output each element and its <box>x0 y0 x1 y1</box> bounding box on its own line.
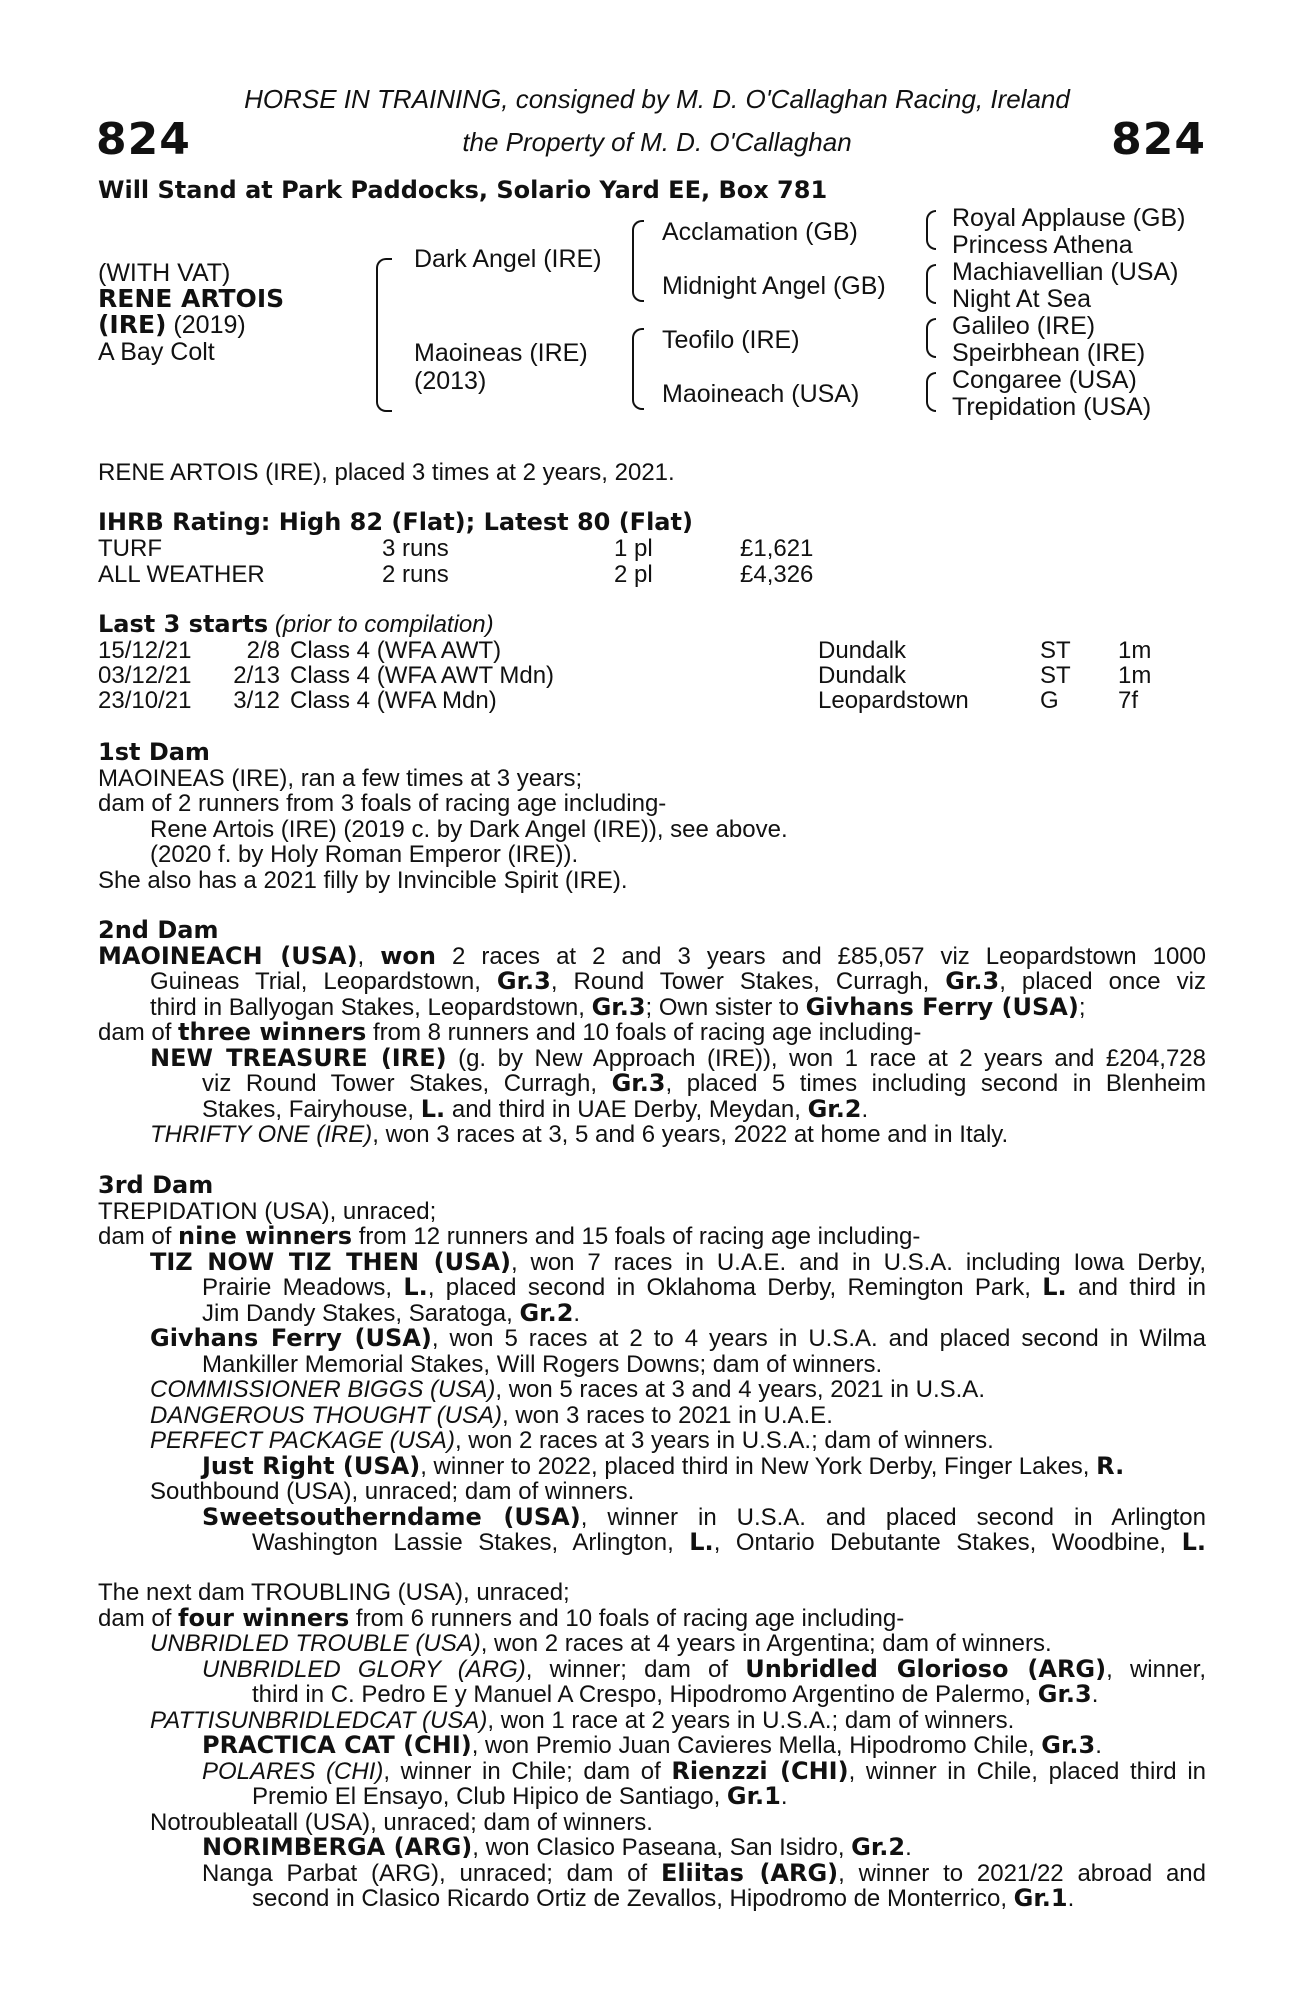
sire-dam: Midnight Angel (GB) <box>662 272 886 300</box>
next-dam-line: UNBRIDLED TROUBLE (USA), won 2 races at 4 years in Argentina; dam of winners. <box>150 1630 1052 1657</box>
start-1-date: 15/12/21 <box>98 637 192 664</box>
dam2-line: NEW TREASURE (IRE) (g. by New Approach (IRE)), won 1 race at 2 years and £204,728 <box>150 1043 1207 1072</box>
pedigree-brace-main <box>376 258 392 412</box>
section-title: 3rd Dam <box>98 1171 214 1199</box>
start-2-date: 03/12/21 <box>98 662 192 689</box>
next-dam-line: POLARES (CHI), winner in Chile; dam of Rienzzi (CHI), winner in Chile, placed third in <box>202 1756 1206 1785</box>
dam1-line: Rene Artois (IRE) (2019 c. by Dark Angel (IRE)), see above. <box>150 815 788 843</box>
dam3-line: PERFECT PACKAGE (USA), won 2 races at 3 years in U.S.A.; dam of winners. <box>150 1427 994 1454</box>
next-dam-line: third in C. Pedro E y Manuel A Crespo, Hipodromo Argentino de Palermo, Gr.3. <box>252 1680 1099 1708</box>
dam2-line: Guineas Trial, Leopardstown, Gr.3, Round Tower Stakes, Curragh, Gr.3, placed once viz <box>150 967 1206 995</box>
dam3-line: Sweetsoutherndame (USA), winner in U.S.A. and placed second in Arlington <box>202 1502 1206 1531</box>
dam2-line: THRIFTY ONE (IRE), won 3 races at 3, 5 and 6 years, 2022 at home and in Italy. <box>150 1121 1009 1148</box>
dam3-line: Jim Dandy Stakes, Saratoga, Gr.2. <box>202 1298 581 1327</box>
dam3-line: Southbound (USA), unraced; dam of winners. <box>150 1478 635 1505</box>
dam2-line: dam of three winners from 8 runners and 10 foals of racing age including- <box>98 1018 922 1046</box>
next-dam-line: Premio El Ensayo, Club Hipico de Santiago, Gr.1. <box>252 1782 788 1810</box>
pedigree-brace-dd <box>926 372 936 412</box>
start-3-date: 23/10/21 <box>98 687 192 714</box>
third-dam-section <box>98 1173 1206 1556</box>
ds-sire: Galileo (IRE) <box>952 312 1096 340</box>
sire-sire: Acclamation (GB) <box>662 218 858 246</box>
ss-sire: Royal Applause (GB) <box>952 204 1186 232</box>
pedigree-brace-ds <box>926 318 936 358</box>
horse-description: A Bay Colt <box>98 338 215 366</box>
dam3-line: TIZ NOW TIZ THEN (USA), won 7 races in U.A.E. and in U.S.A. including Iowa Derby, <box>150 1247 1206 1276</box>
dam2-line: viz Round Tower Stakes, Curragh, Gr.3, placed 5 times including second in Blenheim <box>202 1069 1206 1097</box>
start-2-going: ST <box>1040 662 1071 689</box>
start-2-pos: 2/13 <box>233 662 280 689</box>
next-dam-line: UNBRIDLED GLORY (ARG), winner; dam of Unbridled Glorioso (ARG), winner, <box>202 1654 1206 1683</box>
rating-aw-runs: 2 runs <box>382 561 449 588</box>
rating-title: IHRB Rating: High 82 (Flat); Latest 80 (Flat) <box>98 508 693 536</box>
dam: Maoineas (IRE) <box>414 339 588 367</box>
sire: Dark Angel (IRE) <box>414 245 602 273</box>
horse-name: RENE ARTOIS <box>98 284 285 313</box>
property-line: the Property of M. D. O'Callaghan <box>462 127 852 157</box>
dam1-line: dam of 2 runners from 3 foals of racing age including- <box>98 790 667 817</box>
dam3-line: TREPIDATION (USA), unraced; <box>98 1197 437 1225</box>
start-3-dist: 7f <box>1118 687 1139 714</box>
start-3-course: Leopardstown <box>818 687 969 714</box>
vat-label: (WITH VAT) <box>98 259 231 287</box>
lot-number-left: 824 <box>96 114 191 165</box>
lot-number-right: 824 <box>1111 114 1206 165</box>
pedigree-brace-sire <box>632 220 644 302</box>
dam2-line: Stakes, Fairyhouse, L. and third in UAE Derby, Meydan, Gr.2. <box>202 1094 869 1123</box>
next-dam-line: Notroubleatall (USA), unraced; dam of winners. <box>150 1808 653 1836</box>
starts-title: Last 3 starts (prior to compilation) <box>98 610 494 638</box>
stand-location: Will Stand at Park Paddocks, Solario Yard EE, Box 781 <box>98 176 828 204</box>
next-dam-section <box>98 1580 1206 1912</box>
horse-name-suffix: (IRE) (2019) <box>98 310 246 339</box>
pedigree-brace-dam <box>632 328 644 410</box>
start-2-race: Class 4 (WFA AWT Mdn) <box>290 662 555 689</box>
section-title: 1st Dam <box>98 738 210 766</box>
rating-turf-surface: TURF <box>98 535 162 562</box>
pedigree-brace-ss <box>926 210 936 250</box>
start-1-dist: 1m <box>1118 637 1152 664</box>
dd-dam: Trepidation (USA) <box>952 393 1152 421</box>
rating-aw-placed: 2 pl <box>614 561 653 588</box>
pedigree-brace-sd <box>926 264 936 304</box>
next-dam-line: PRACTICA CAT (CHI), won Premio Juan Cavieres Mella, Hipodromo Chile, Gr.3. <box>202 1731 1102 1759</box>
rating-turf-placed: 1 pl <box>614 535 653 562</box>
second-dam-section <box>98 918 1206 1148</box>
dam3-line: Washington Lassie Stakes, Arlington, L., Ontario Debutante Stakes, Woodbine, L. <box>252 1528 1206 1556</box>
dam3-line: COMMISSIONER BIGGS (USA), won 5 races at 3 and 4 years, 2021 in U.S.A. <box>150 1376 985 1403</box>
section-title: 2nd Dam <box>98 916 219 944</box>
race-summary: RENE ARTOIS (IRE), placed 3 times at 2 years, 2021. <box>98 459 675 486</box>
ss-dam: Princess Athena <box>952 231 1133 259</box>
dam2-line: MAOINEACH (USA), won 2 races at 2 and 3 years and £85,057 viz Leopardstown 1000 <box>98 941 1206 970</box>
next-dam-line: dam of four winners from 6 runners and 10 foals of racing age including- <box>98 1603 905 1632</box>
dam-year: (2013) <box>414 367 487 395</box>
dam3-line: Givhans Ferry (USA), won 5 races at 2 to 4 years in U.S.A. and placed second in Wilma <box>150 1324 1207 1352</box>
dam2-line: third in Ballyogan Stakes, Leopardstown, Gr.3; Own sister to Givhans Ferry (USA); <box>150 992 1086 1021</box>
first-dam-section <box>98 740 1206 893</box>
dam3-line: Just Right (USA), winner to 2022, placed third in New York Derby, Finger Lakes, R. <box>202 1451 1125 1480</box>
dam1-line: (2020 f. by Holy Roman Emperor (IRE)). <box>150 841 579 868</box>
start-3-race: Class 4 (WFA Mdn) <box>290 687 497 714</box>
consignor-line: HORSE IN TRAINING, consigned by M. D. O'Callaghan Racing, Ireland <box>244 84 1070 114</box>
start-1-race: Class 4 (WFA AWT) <box>290 637 502 664</box>
next-dam-line: NORIMBERGA (ARG), won Clasico Paseana, San Isidro, Gr.2. <box>202 1833 912 1861</box>
rating-turf-amount: £1,621 <box>740 535 814 562</box>
dam-sire: Teofilo (IRE) <box>662 326 800 354</box>
start-3-going: G <box>1040 687 1059 714</box>
sd-sire: Machiavellian (USA) <box>952 258 1179 286</box>
rating-turf-runs: 3 runs <box>382 535 449 562</box>
next-dam-line: second in Clasico Ricardo Ortiz de Zevallos, Hipodromo de Monterrico, Gr.1. <box>252 1884 1075 1912</box>
next-dam-line: Nanga Parbat (ARG), unraced; dam of Eliitas (ARG), winner to 2021/22 abroad and <box>202 1858 1207 1887</box>
next-dam-line: The next dam TROUBLING (USA), unraced; <box>98 1579 570 1606</box>
start-3-pos: 3/12 <box>233 687 280 714</box>
rating-aw-surface: ALL WEATHER <box>98 561 265 588</box>
sd-dam: Night At Sea <box>952 285 1091 313</box>
dam1-line: She also has a 2021 filly by Invincible Spirit (IRE). <box>98 866 628 894</box>
dam3-line: Mankiller Memorial Stakes, Will Rogers Downs; dam of winners. <box>202 1350 883 1378</box>
ds-dam: Speirbhean (IRE) <box>952 339 1146 367</box>
dam1-line: MAOINEAS (IRE), ran a few times at 3 years; <box>98 764 583 792</box>
dam3-line: dam of nine winners from 12 runners and 15 foals of racing age including- <box>98 1222 921 1250</box>
start-1-course: Dundalk <box>818 637 907 664</box>
start-2-dist: 1m <box>1118 662 1152 689</box>
start-2-course: Dundalk <box>818 662 907 689</box>
dam3-line: Prairie Meadows, L., placed second in Oklahoma Derby, Remington Park, L. and third in <box>202 1273 1207 1301</box>
rating-aw-amount: £4,326 <box>740 561 814 588</box>
dam3-line: DANGEROUS THOUGHT (USA), won 3 races to 2021 in U.A.E. <box>150 1401 833 1429</box>
start-1-pos: 2/8 <box>246 637 280 664</box>
next-dam-line: PATTISUNBRIDLEDCAT (USA), won 1 race at 2 years in U.S.A.; dam of winners. <box>150 1706 1015 1734</box>
dam-dam: Maoineach (USA) <box>662 380 860 408</box>
dd-sire: Congaree (USA) <box>952 366 1137 394</box>
start-1-going: ST <box>1040 637 1071 664</box>
